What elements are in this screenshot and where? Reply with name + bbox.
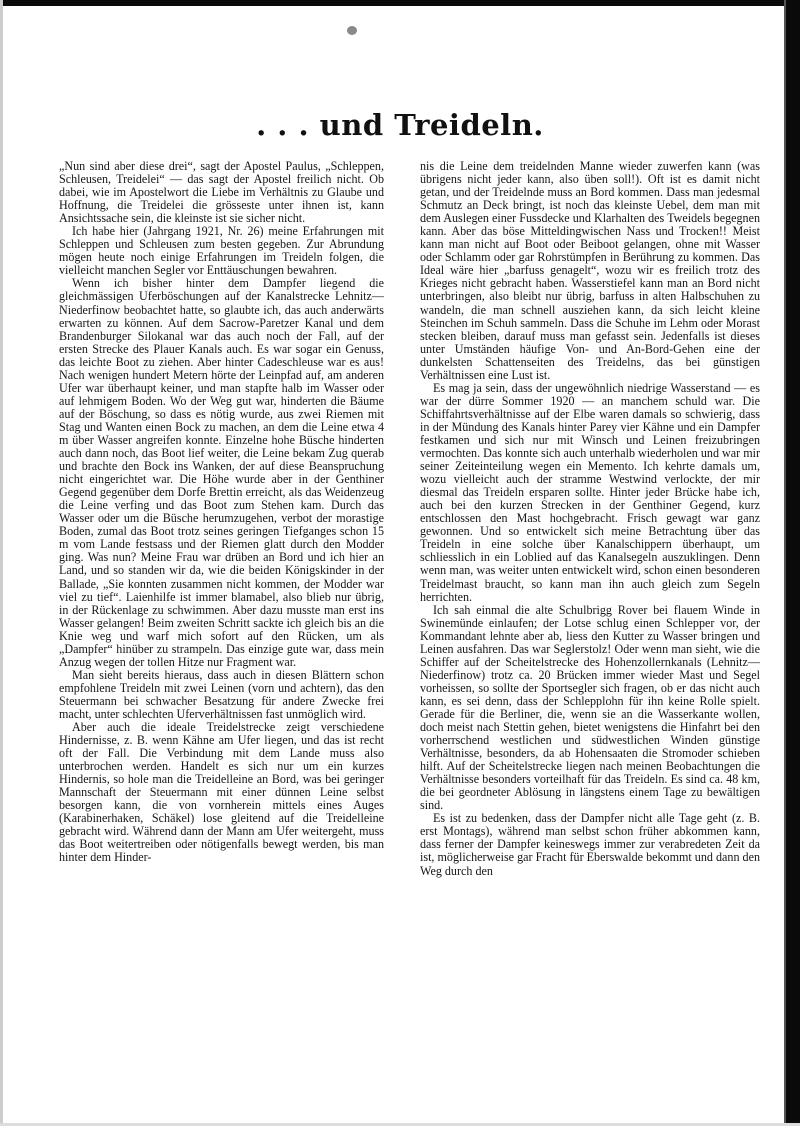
paragraph: Es ist zu bedenken, dass der Dampfer nicht alle Tage geht (z. B. erst Montags), während man selbst schon früher abkommen kann, dass ferner der Dampfer keineswegs immer zur verabredeten Zeit da ist, möglicherweise gar Fracht für Eberswalde bekommt und dann den Weg durch den xyxy=(420,811,760,878)
paragraph: nis die Leine dem treidelnden Manne wieder zuwerfen kann (was übrigens nicht jeder kann, also üben soll!). Oft ist es damit nicht getan, und der Treidelnde muss an Bord kommen. Dass man jedesmal Schmutz an Deck bringt, ist noch das kleinste Uebel, dem man mit dem Auslegen einer Fussdecke und Klarhalten des Tweidels begegnen kann. Aber das böse Mitteldingwischen Nass und Trocken!! Meist kann man nicht auf Boot oder Beiboot gelangen, ohne mit Wasser oder Schlamm oder gar Rohrstümpfen in Berührung zu kommen. Das Ideal wäre hier „barfuss genagelt“, wozu wir es freilich trotz des Krieges nicht gebracht haben. Wasserstiefel kann man an Bord nicht unterbringen, also bleibt nur übrig, barfuss in alten Halbschuhen zu wandeln, die man schnell ausziehen kann, da sich leicht kleine Steinchen im Schuh sammeln. Dass die Schuhe im Lehm oder Morast stecken bleiben, darauf muss man gefasst sein. Jedenfalls ist dieses unter Umständen häufige Von- und An-Bord-Gehen eine der dunkelsten Schattenseiten des Treidelns, das bei günstigen Verhältnissen eine Lust ist. xyxy=(420,159,760,382)
paragraph: Man sieht bereits hieraus, dass auch in diesen Blättern schon empfohlene Treideln mit zwei Leinen (vorn und achtern), das den Steuermann bei schwacher Besatzung für andere Zwecke frei macht, unter schlechten Uferverhältnissen fast unmöglich wird. xyxy=(59,667,384,721)
left-column xyxy=(59,160,384,865)
paragraph: Aber auch die ideale Treidelstrecke zeigt verschiedene Hindernisse, z. B. wenn Kähne am Ufer liegen, und das ist recht oft der Fall. Die Verbindung mit dem Lande muss also unterbrochen werden. Handelt es sich nur um ein kurzes Hindernis, so hole man die Treidelleine an Bord, was bei geringer Mannschaft der Steuermann mit einer dünnen Leine selbst besorgen kann, die von vornherein mittels eines Auges (Karabinerhaken, Schäkel) lose gleitend auf die Treidelleine gebracht wird. Während dann der Mann am Ufer weitergeht, muss das Boot weitertreiben oder nötigenfalls bewegt werden, bis man hinter dem Hinder- xyxy=(59,720,384,865)
paragraph: Ich sah einmal die alte Schulbrigg Rover bei flauem Winde in Swinemünde einlaufen; der Lotse schlug einen Schlepper vor, der Kommandant lehnte aber ab, liess den Kutter zu Wasser bringen und Leinen ausfahren. Das war Seglerstolz! Oder wenn man sieht, wie die Schiffer auf der Scheitelstrecke des Hohenzollernkanals (Lehnitz—Niederfinow) trotz ca. 20 Brücken immer wieder Mast und Segel vorheissen, so sollte der Sportsegler sich fragen, ob er das nicht auch kann, es sei denn, dass der Schlepplohn für ihn keine Rolle spielt. Gerade für die Berliner, die, wenn sie an die Wasserkante wollen, doch meist nach Stettin gehen, bietet wenigstens die Hinfahrt bei den vorherrschend westlichen und südwestlichen Winden günstige Verhältnisse, besonders, da ab Hohensaaten die Stromoder schieben hilft. Auf der Scheitelstrecke liegen nach meinen Beobachtungen die Verhältnisse besonders vorteilhaft für das Treideln. Es sind ca. 48 km, die bei geordneter Ablösung in längstens einem Tage zu bewältigen sind. xyxy=(420,602,760,813)
scan-right-border-edge xyxy=(784,0,786,1126)
scan-left-edge xyxy=(0,0,3,1126)
page-title: . . . und Treideln. xyxy=(256,108,544,142)
punch-hole-mark xyxy=(347,26,357,35)
scan-right-border xyxy=(786,0,800,1126)
paragraph: „Nun sind aber diese drei“, sagt der Apostel Paulus, „Schleppen, Schleusen, Treidelei“ — das sagt der Apostel freilich nicht. Ob dabei, wie im Apostelwort die Liebe im Verhältnis zu Glaube und Hoffnung, die Treidelei die grösseste unter ihnen ist, kann Ansichtssache sein, die kleinste ist sie sicher nicht. xyxy=(59,159,384,226)
paragraph: Wenn ich bisher hinter dem Dampfer liegend die gleichmässigen Uferböschungen auf der Kanalstrecke Lehnitz—Niederfinow beobachtet hatte, so glaubte ich, das auch anderwärts erwarten zu können. Auf dem Sacrow-Paretzer Kanal und dem Brandenburger Silokanal war das auch noch der Fall, auf der ersten Strecke des Plauer Kanals auch. Es war sogar ein Genuss, das leichte Boot zu ziehen. Aber hinter Cadeschleuse war es aus! Nach wenigen hundert Metern hörte der Leinpfad auf, am anderen Ufer war überhaupt keiner, und man stapfte halb im Wasser oder auf lehmigem Boden. Wo der Weg gut war, hinderten die Bäume auf der Böschung, so dass es nötig wurde, aus zwei Riemen mit Stag und Wanten einen Bock zu machen, an dem die Leine etwa 4 m über Wasser angreifen konnte. Einzelne hohe Büsche hinderten auch dann noch, das Boot lief weiter, die Leine bekam Zug querab und brachte den Bock ins Wanken, der auf diese Beanspruchung nicht eingerichtet war. Die Höhe wurde aber in der Genthiner Gegend gegenüber dem Dorfe Brettin erreicht, als das Weidenzeug die Leine verfing und das Boot zum Stehen kam. Durch das Wasser oder um die Büsche herumzugehen, verbot der morastige Boden, zumal das Boot trotz seines geringen Tiefganges schon 15 m vom Lande festsass und der Riemen glatt durch den Modder ging. Was nun? Meine Frau war drüben an Bord und ich hier an Land, und so standen wir da, wie die beiden Königskinder in der Ballade, „Sie konnten zusammen nicht kommen, der Modder war viel zu tief“. Laienhilfe ist immer blamabel, also blieb nur übrig, in der Rückenlage zu schwimmen. Aber dazu musste man erst ins Wasser gelangen! Beim zweiten Schritt sackte ich gleich bis an die Knie weg und warf mich sofort auf den Rücken, um als „Dampfer“ hinüber zu strampeln. Das einzige gute war, dass mein Anzug wegen der tollen Hitze nur Fragment war. xyxy=(59,276,384,669)
paragraph: Ich habe hier (Jahrgang 1921, Nr. 26) meine Erfahrungen mit Schleppen und Schleusen zum besten gegeben. Zur Abrundung mögen heute noch einige Erfahrungen im Treideln folgen, die vielleicht manchen Segler vor Enttäuschungen bewahren. xyxy=(59,224,384,278)
scan-top-border xyxy=(0,0,800,6)
right-column xyxy=(420,160,760,878)
paragraph: Es mag ja sein, dass der ungewöhnlich niedrige Wasserstand — es war der dürre Sommer 1920 — an manchem schuld war. Die Schiffahrtsverhältnisse auf der Elbe waren damals so schwierig, dass in der Mündung des Kanals hinter Parey vier Kähne und ein Dampfer festkamen und sich nur mit Winsch und Leinen freizubringen vermochten. Das konnte sich auch unterhalb wiederholen und war mir seiner Zeiteinteilung wegen ein Memento. Ich kehrte damals um, wozu vielleicht auch der stramme Westwind verlockte, der mir diesmal das Treideln ersparen sollte. Hinter jeder Brücke habe ich, auch bei den kurzen Strecken in der Genthiner Gegend, kurz entschlossen den Mast hochgebracht. Frisch gewagt war ganz gewonnen. Und so entwickelt sich meine Betrachtung über das Treideln in eine solche über Kanalschippern überhaupt, um schliesslich in ein Loblied auf das Kanalsegeln auszuklingen. Denn wenn man, was weiter unten entwickelt wird, schon einen besonderen Treidelmast braucht, so kann man ihn auch gleich zum Segeln herrichten. xyxy=(420,380,760,604)
